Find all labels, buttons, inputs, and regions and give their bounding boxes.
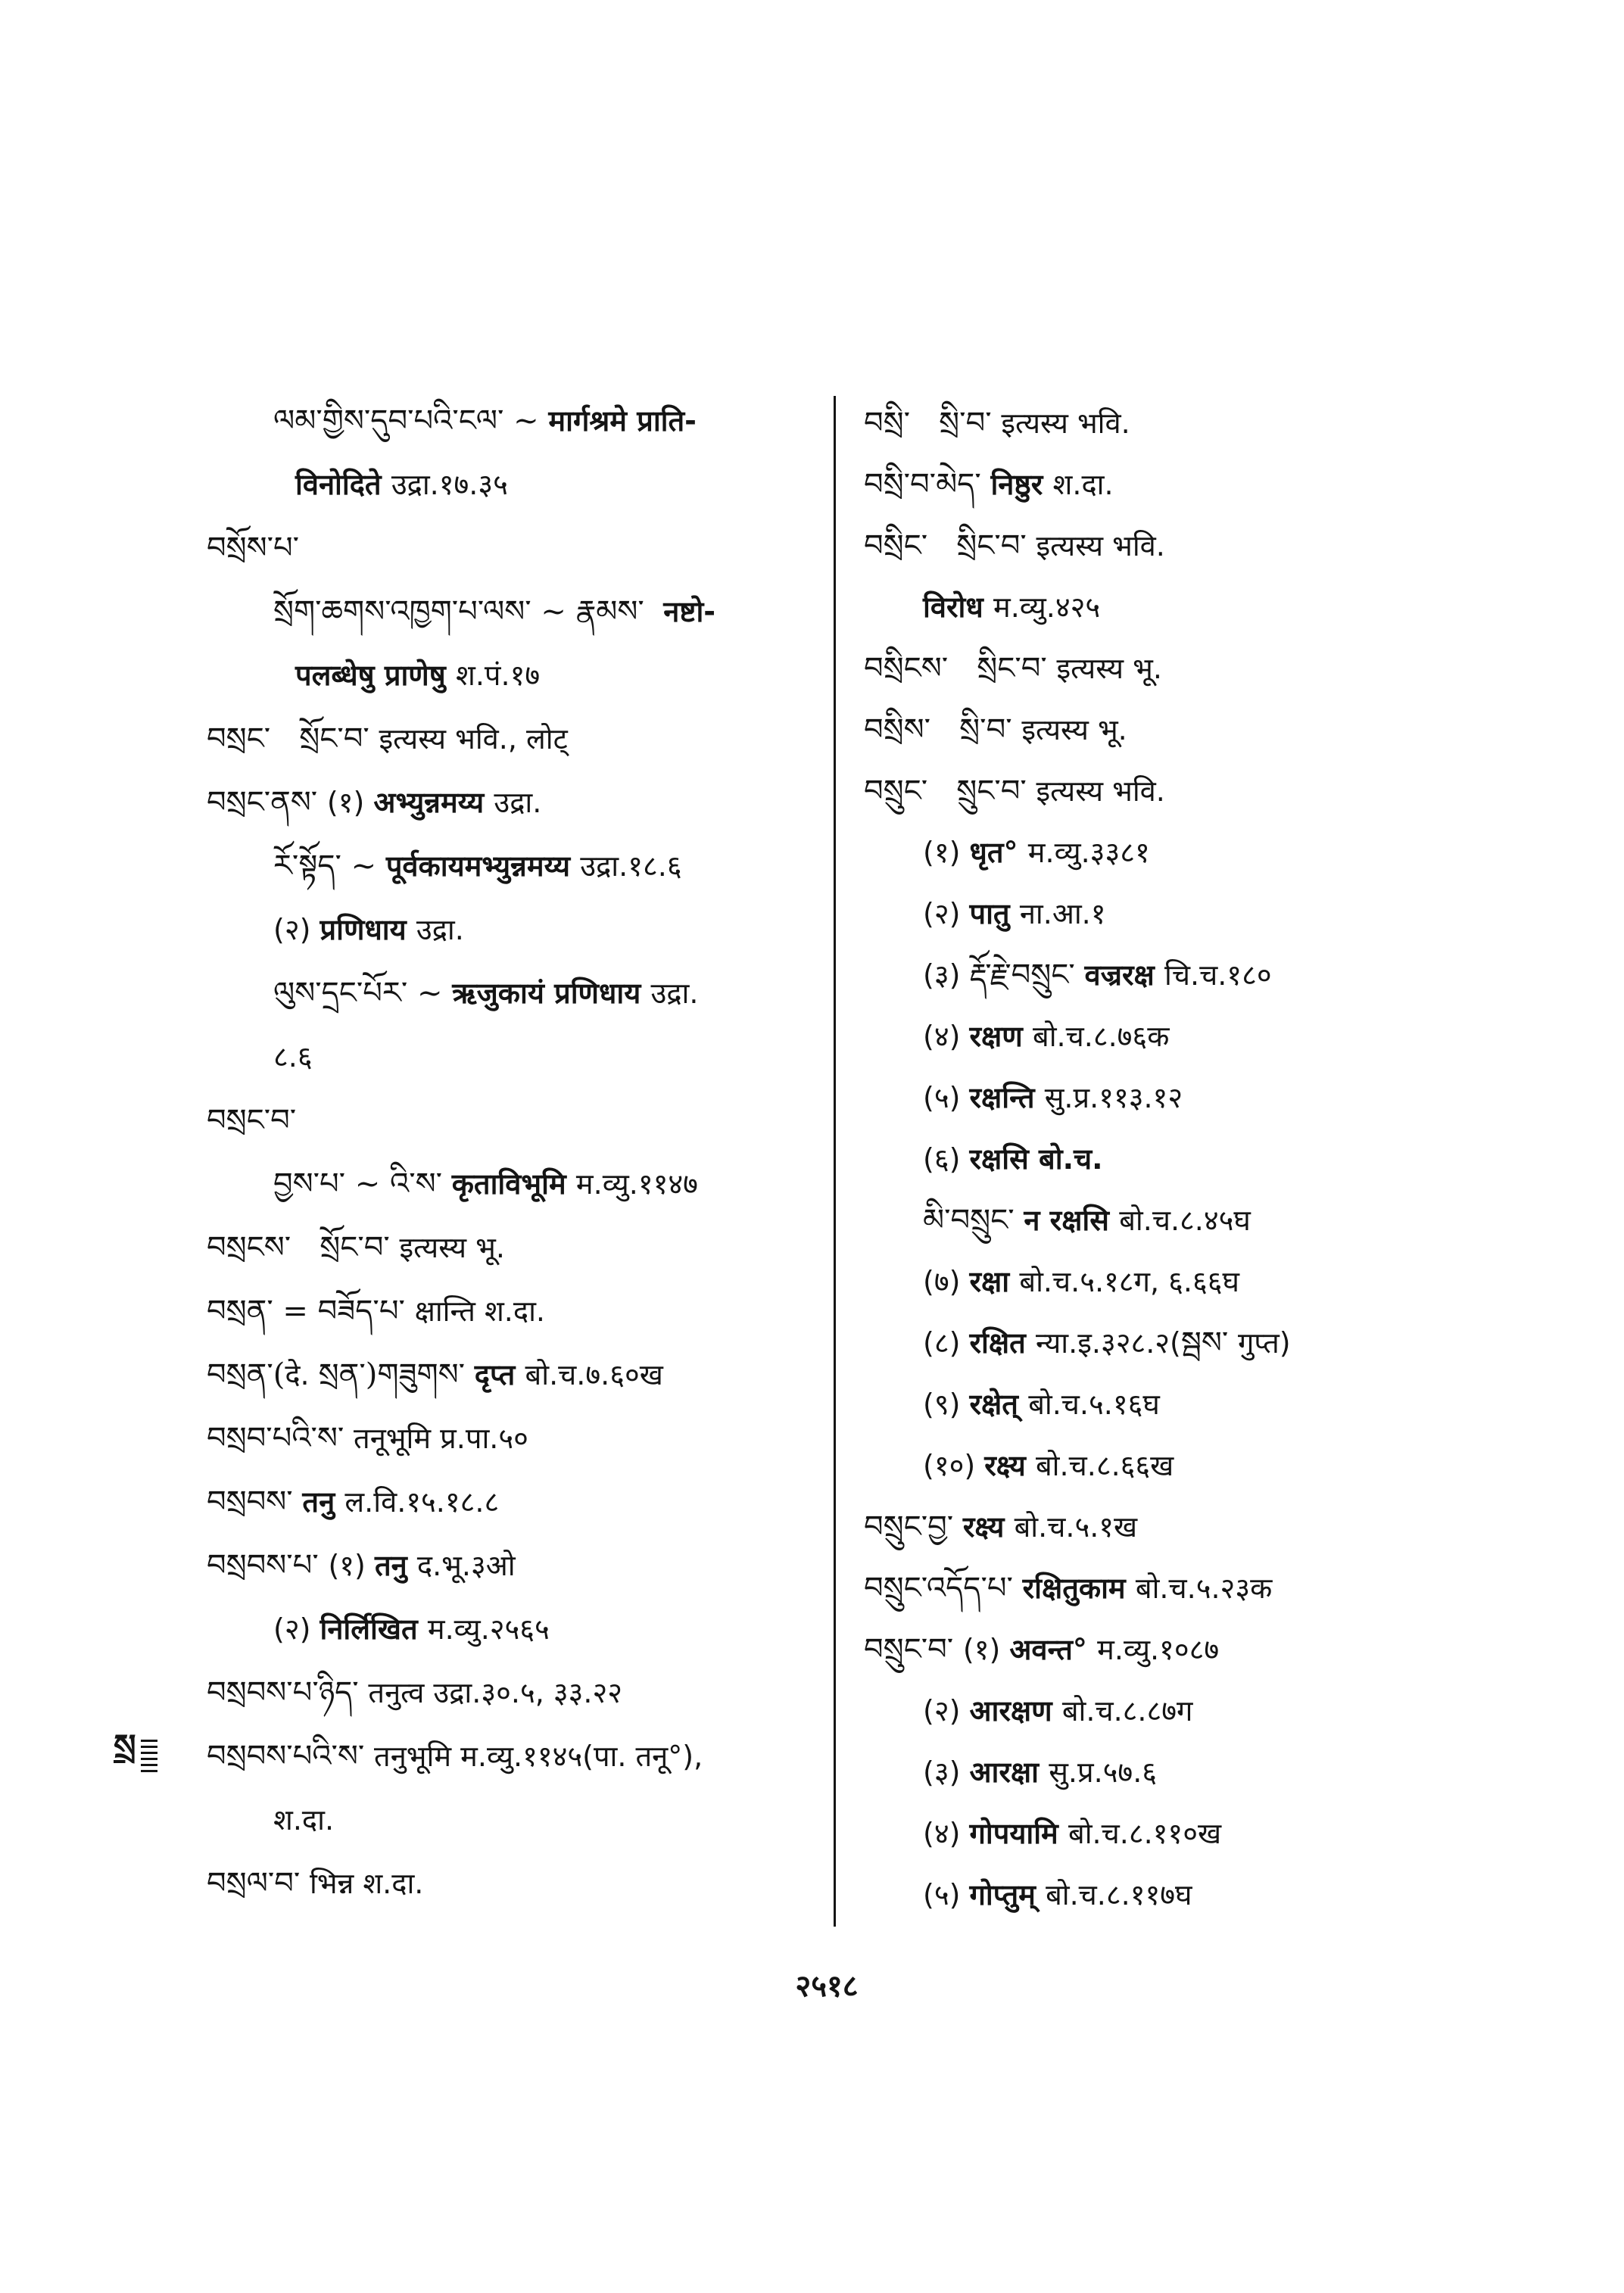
sanskrit-equivalent: अवन्त° (1009, 1633, 1098, 1666)
headword-line (864, 638, 1591, 699)
reference-text: (२) (273, 1612, 320, 1646)
headword-line (864, 1497, 1591, 1558)
tibetan-text: བསྲལ་བ་ (207, 1866, 310, 1901)
reference-text: (४) (923, 1020, 970, 1053)
headword-line (864, 516, 1591, 577)
headword-line (207, 1343, 816, 1407)
page-number: २५१८ (795, 1969, 859, 2004)
reference-text: (९) (923, 1388, 970, 1421)
reference-text: उद्रा.१७.३५ (391, 468, 508, 501)
sub-entry-line (864, 1865, 1591, 1926)
sanskrit-equivalent: आरक्षण (969, 1694, 1062, 1728)
reference-text: बो.च.८.११७घ (1046, 1878, 1192, 1911)
sub-entry-line (207, 580, 816, 643)
sub-entry-line (864, 883, 1591, 945)
sanskrit-equivalent: आरक्षा (969, 1756, 1049, 1789)
headword-line (207, 1852, 816, 1915)
sanskrit-equivalent: अभ्युन्नमय्य (373, 786, 494, 819)
sub-entry-line (864, 1067, 1591, 1129)
reference-text: (३) (923, 1756, 970, 1789)
reference-text: बो.च.५.१ख (1014, 1510, 1138, 1544)
reference-text: बो.च.८.७६क (1033, 1020, 1170, 1053)
headword-line (864, 761, 1591, 822)
reference-text: (२) (923, 897, 970, 930)
sub-entry-line (864, 1374, 1591, 1435)
sanskrit-equivalent: रक्षितुकाम (1022, 1572, 1136, 1605)
sanskrit-equivalent: रक्ष्य (962, 1510, 1015, 1544)
sub-entry-line (207, 961, 816, 1025)
tibetan-text: བསྲན་( (207, 1357, 285, 1392)
sanskrit-equivalent: रक्षसि बो.च. (969, 1142, 1103, 1176)
column-divider (834, 396, 836, 1927)
reference-text: बो.च.८.६६ख (1035, 1449, 1174, 1482)
tibetan-text: བསྲབས་པ་ཉིད་ (207, 1675, 369, 1710)
headword-line (207, 1470, 816, 1534)
tibetan-text: བསྲུང་འདོད་པ་ (864, 1571, 1023, 1606)
sub-entry-line (864, 1435, 1591, 1497)
sanskrit-equivalent: रक्षन्ति (969, 1081, 1045, 1114)
headword-line (207, 1279, 816, 1343)
headword-line (207, 1089, 816, 1152)
tibetan-text: བསྲིས་ སྲི་བ་ (864, 712, 1022, 747)
reference-text: इत्यस्य भू. (1056, 652, 1162, 685)
sanskrit-equivalent: रक्षा (969, 1265, 1020, 1298)
sub-entry-line (864, 1129, 1591, 1190)
sanskrit-equivalent: नष्टो- (663, 595, 716, 628)
headword-line (207, 516, 816, 580)
reference-text: इत्यस्य भू. (1021, 713, 1127, 746)
reference-text: (१०) (923, 1449, 985, 1482)
sanskrit-equivalent: पूर्वकायमभ्युन्नमय्य (385, 849, 581, 883)
sub-entry-line (864, 1681, 1591, 1742)
headword-line (207, 1407, 816, 1470)
reference-text: श.दा. (1052, 468, 1114, 501)
tibetan-text: རོ་སྟོད་ ~ (273, 849, 386, 883)
tibetan-text: བསྲན་ = བཟོད་པ་ (207, 1294, 415, 1329)
reference-text: तनुभूमि म.व्यु.११४५(पा. तनू°), (374, 1740, 703, 1773)
reference-text: इत्यस्य भवि., लोट् (379, 722, 568, 756)
sub-entry-line (864, 1313, 1591, 1374)
reference-text: उद्रा. (416, 913, 464, 946)
tibetan-text: བསྲོས་པ་ (207, 531, 300, 565)
reference-text: गुप्त) (1238, 1326, 1291, 1360)
sub-entry-line (207, 898, 816, 961)
tibetan-text: བསྲང་ སྲོང་བ་ (207, 721, 379, 756)
margin-section-mark (114, 1728, 157, 1781)
reference-text: ल.वि.१५.१८.८ (344, 1485, 500, 1519)
reference-text: दे. (285, 1358, 319, 1391)
sanskrit-equivalent: तनु (302, 1485, 345, 1519)
sanskrit-equivalent: गोप्तुम् (969, 1878, 1046, 1911)
sanskrit-equivalent: दृप्त (474, 1358, 525, 1391)
sub-entry-line (207, 834, 816, 898)
sanskrit-equivalent: पलब्धेषु प्राणेषु (295, 659, 456, 692)
sanskrit-equivalent: ऋजुकायं प्रणिधाय (452, 977, 651, 1010)
reference-text: उद्रा.१८.६ (580, 849, 682, 883)
tibetan-text: བསྲུང་ སྲུང་བ་ (864, 774, 1036, 808)
reference-text: (२) (273, 913, 320, 946)
continuation-line (207, 643, 816, 707)
sub-entry-line (207, 1788, 816, 1852)
headword-line (864, 1619, 1591, 1681)
reference-text: उद्रा. (494, 786, 542, 819)
reference-text: म.व्यु.३३८१ (1027, 836, 1150, 869)
tibetan-text: བསྲི་བ་མེད་ (864, 467, 991, 502)
reference-text: (१) (923, 836, 970, 869)
reference-text: सु.प्र.११३.१२ (1044, 1081, 1183, 1114)
tibetan-text: མི་བསྲུང་ (923, 1203, 1024, 1238)
reference-text: म.व्यु.२५६५ (427, 1612, 550, 1646)
headword-line (207, 707, 816, 771)
reference-text: इत्यस्य भू. (399, 1231, 505, 1264)
sub-entry-line (864, 577, 1591, 638)
reference-text: (४) (923, 1817, 970, 1850)
sanskrit-equivalent: गोपयामि (969, 1817, 1068, 1850)
reference-text: श.पं.१७ (455, 659, 541, 692)
reference-text: (५) (923, 1878, 970, 1911)
reference-text: (७) (923, 1265, 970, 1298)
headword-line (864, 393, 1591, 454)
sub-entry-line (207, 1597, 816, 1661)
sanskrit-equivalent: रक्षित (969, 1326, 1036, 1360)
reference-text: बो.च.७.६०ख (525, 1358, 663, 1391)
reference-text: उद्रा. (650, 977, 699, 1010)
reference-text: चि.च.१८० (1164, 958, 1272, 992)
sub-entry-line (864, 945, 1591, 1006)
sub-entry-line (207, 1025, 816, 1089)
sanskrit-equivalent: निर्लिखित (320, 1612, 428, 1646)
reference-text: द.भू.३ओ (416, 1549, 516, 1582)
sanskrit-equivalent: मार्गश्रमे प्राति- (548, 404, 697, 438)
reference-text: श.दा. (273, 1803, 335, 1837)
tibetan-text: བསྲབས་པ་ (207, 1548, 329, 1583)
tibetan-text: སྲོག་ཆགས་འཁྱག་པ་ལས་ ~ རྣམས་ (273, 594, 664, 629)
reference-text: (१) (328, 1549, 375, 1582)
headword-line (207, 1661, 816, 1724)
reference-text: (५) (923, 1081, 970, 1114)
headword-line (207, 1216, 816, 1279)
tibetan-text: བསྲང་བ་ (207, 1103, 297, 1138)
sub-entry-line (864, 1190, 1591, 1251)
sanskrit-equivalent: निष्ठुर (990, 468, 1053, 501)
tibetan-text: བསྲུང་བྱ་ (864, 1509, 963, 1544)
reference-text: (३) (923, 958, 970, 992)
sanskrit-equivalent: पातु (969, 897, 1020, 930)
reference-text: (६) (923, 1142, 970, 1176)
reference-text: म.व्यु.१०८७ (1097, 1633, 1220, 1666)
tibetan-text: བསྲི་ སྲི་བ་ (864, 406, 1002, 441)
headword-line (864, 699, 1591, 761)
headword-line (207, 771, 816, 834)
sanskrit-equivalent: रक्षण (969, 1020, 1033, 1053)
tibetan-text: བསྲངས་ སྲོང་བ་ (207, 1230, 400, 1265)
tibetan-text: སྦས་ (1180, 1326, 1239, 1360)
tibetan-text: བསྲང་ནས་ (207, 785, 327, 820)
sanskrit-equivalent: रक्षेत् (969, 1388, 1029, 1421)
tibetan-text: བསྲབས་པའི་ས་ (207, 1739, 375, 1774)
reference-text: इत्यस्य भवि. (1001, 407, 1130, 440)
tibetan-text: ལམ་གྱིས་དུབ་པའི་ངལ་ ~ (273, 403, 549, 438)
sub-entry-line (207, 389, 816, 453)
reference-text: बो.च.८.११०ख (1068, 1817, 1222, 1850)
right-column (864, 393, 1591, 1926)
reference-text: भिन्न श.दा. (310, 1867, 424, 1900)
sub-entry-line (864, 1251, 1591, 1313)
reference-text: म.व्यु.४२५ (993, 590, 1101, 624)
sanskrit-equivalent: न रक्षसि (1024, 1204, 1120, 1237)
reference-text: म.व्यु.११४७ (575, 1167, 698, 1201)
sub-entry-line (207, 1152, 816, 1216)
tibetan-text: བསྲབ་པའི་ས་ (207, 1421, 354, 1456)
reference-text: ८.६ (273, 1040, 313, 1073)
tibetan-text: བསྲིང་ སྲིང་བ་ (864, 528, 1036, 563)
reference-text: (८) (923, 1326, 970, 1360)
reference-text: बो.च.५.१६घ (1028, 1388, 1160, 1421)
sub-entry-line (864, 822, 1591, 883)
sanskrit-equivalent: धृत° (969, 836, 1028, 869)
tibetan-text: རྡོ་རྗེ་བསྲུང་ (969, 958, 1085, 992)
reference-text: बो.च.५.२३क (1135, 1572, 1273, 1605)
margin-mark-rules (141, 1740, 157, 1773)
tibetan-text: བྱས་པ་ ~ འི་ས་ (273, 1167, 452, 1201)
reference-text: बो.च.५.१८ग, ६.६६घ (1019, 1265, 1239, 1298)
reference-text: इत्यस्य भवि. (1036, 529, 1165, 562)
reference-text: तनुत्व उद्रा.३०.५, ३३.२२ (368, 1676, 622, 1709)
sub-entry-line (864, 1803, 1591, 1865)
left-column (207, 389, 816, 1915)
tibetan-text: བསྲིངས་ སྲིང་བ་ (864, 651, 1057, 686)
reference-text: ना.आ.१ (1019, 897, 1106, 930)
reference-text: तनूभूमि प्र.पा.५० (354, 1422, 528, 1455)
sub-entry-line (864, 1006, 1591, 1067)
reference-text: (१) (962, 1633, 1010, 1666)
tibetan-text: ལུས་དྲང་པོར་ ~ (273, 976, 453, 1011)
sanskrit-equivalent: तनु (374, 1549, 417, 1582)
reference-text: न्या.इ.३२८.२( (1036, 1326, 1181, 1360)
sanskrit-equivalent: रक्ष्य (984, 1449, 1036, 1482)
tibetan-text: བསྲབས་ (207, 1485, 303, 1519)
tibetan-text: སྲན་)གཟུགས་ (318, 1357, 475, 1392)
continuation-line (207, 453, 816, 516)
reference-text: बो.च.८.४५घ (1119, 1204, 1251, 1237)
headword-line (207, 1724, 816, 1788)
sub-entry-line (864, 1742, 1591, 1803)
sanskrit-equivalent: विनोदिते (295, 468, 391, 501)
reference-text: बो.च.८.८७ग (1061, 1694, 1193, 1728)
margin-mark-letter: སྲ (114, 1728, 136, 1766)
headword-line (864, 454, 1591, 516)
reference-text: इत्यस्य भवि. (1036, 774, 1165, 808)
sanskrit-equivalent: प्रणिधाय (320, 913, 416, 946)
headword-line (864, 1558, 1591, 1619)
headword-line (207, 1534, 816, 1597)
reference-text: (२) (923, 1694, 970, 1728)
sanskrit-equivalent: कृताविभूमि (451, 1167, 576, 1201)
reference-text: (१) (326, 786, 374, 819)
reference-text: सु.प्र.५७.६ (1049, 1756, 1158, 1789)
tibetan-text: བསྲུང་བ་ (864, 1632, 963, 1667)
sanskrit-equivalent: वज्ररक्ष (1084, 958, 1165, 992)
reference-text: क्षान्ति श.दा. (414, 1294, 545, 1328)
sanskrit-equivalent: विरोध (923, 590, 993, 624)
